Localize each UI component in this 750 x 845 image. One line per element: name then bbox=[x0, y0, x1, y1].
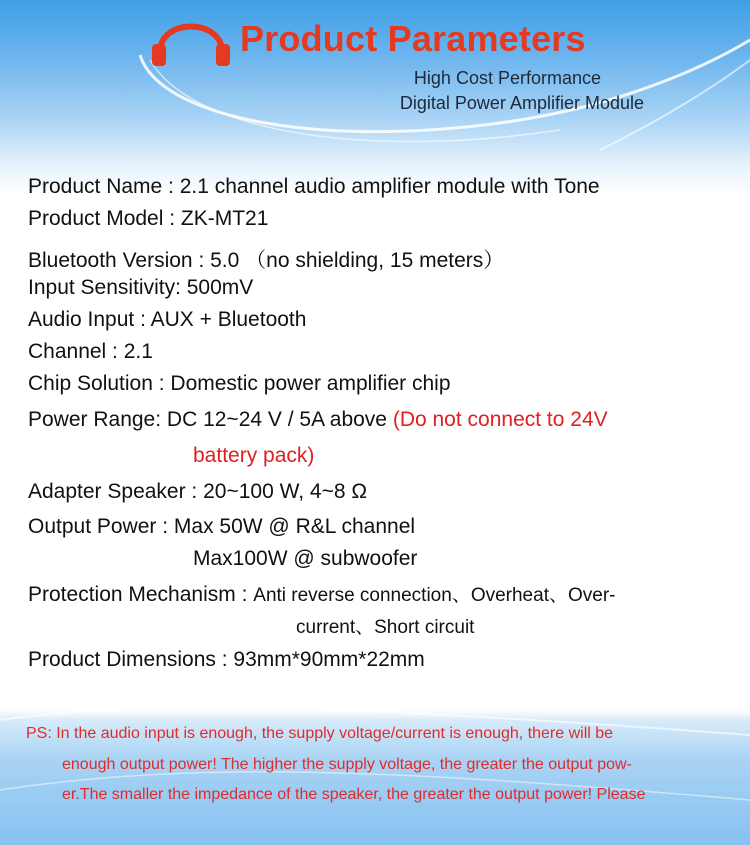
page-title: Product Parameters bbox=[240, 18, 586, 59]
subtitle-line-2: Digital Power Amplifier Module bbox=[399, 93, 644, 113]
spec-protection bbox=[28, 580, 615, 607]
power-range-label: Power Range: DC 12~24 V / 5A above bbox=[28, 408, 393, 431]
spec-output-power: Output Power : Max 50W @ R&L channel bbox=[28, 515, 416, 538]
protection-label: Protection Mechanism : bbox=[28, 583, 254, 606]
spec-input-sensitivity: Input Sensitivity: 500mV bbox=[28, 276, 254, 299]
power-range-warning-cont: battery pack) bbox=[193, 444, 315, 467]
spec-output-power-sub: Max100W @ subwoofer bbox=[193, 547, 418, 570]
spec-channel: Channel : 2.1 bbox=[28, 340, 153, 363]
power-range-warning: (Do not connect to 24V bbox=[392, 408, 608, 431]
spec-bluetooth-version: Bluetooth Version : 5.0 （no shielding, 15 meters） bbox=[28, 249, 505, 272]
spec-adapter-speaker: Adapter Speaker : 20~100 W, 4~8 Ω bbox=[28, 480, 368, 503]
spec-product-name: Product Name : 2.1 channel audio amplifier module with Tone bbox=[28, 175, 600, 198]
subtitle-line-1: High Cost Performance bbox=[413, 68, 601, 88]
ps-note-line-1: PS: In the audio input is enough, the supply voltage/current is enough, there will be bbox=[26, 725, 614, 742]
spec-dimensions: Product Dimensions : 93mm*90mm*22mm bbox=[28, 648, 425, 671]
ps-note-line-3: er.The smaller the impedance of the speaker, the greater the output power! Please bbox=[62, 786, 646, 803]
spec-power-range bbox=[28, 408, 608, 432]
ps-note-line-2: enough output power! The higher the supply voltage, the greater the output pow- bbox=[62, 756, 632, 773]
protection-value-cont: current、Short circuit bbox=[296, 617, 475, 638]
headphones-icon bbox=[150, 8, 232, 68]
spec-audio-input: Audio Input : AUX + Bluetooth bbox=[28, 308, 307, 331]
spec-product-model: Product Model : ZK-MT21 bbox=[28, 207, 269, 230]
spec-chip-solution: Chip Solution : Domestic power amplifier chip bbox=[28, 372, 451, 395]
protection-value: Anti reverse connection、Overheat、Over- bbox=[253, 585, 616, 606]
